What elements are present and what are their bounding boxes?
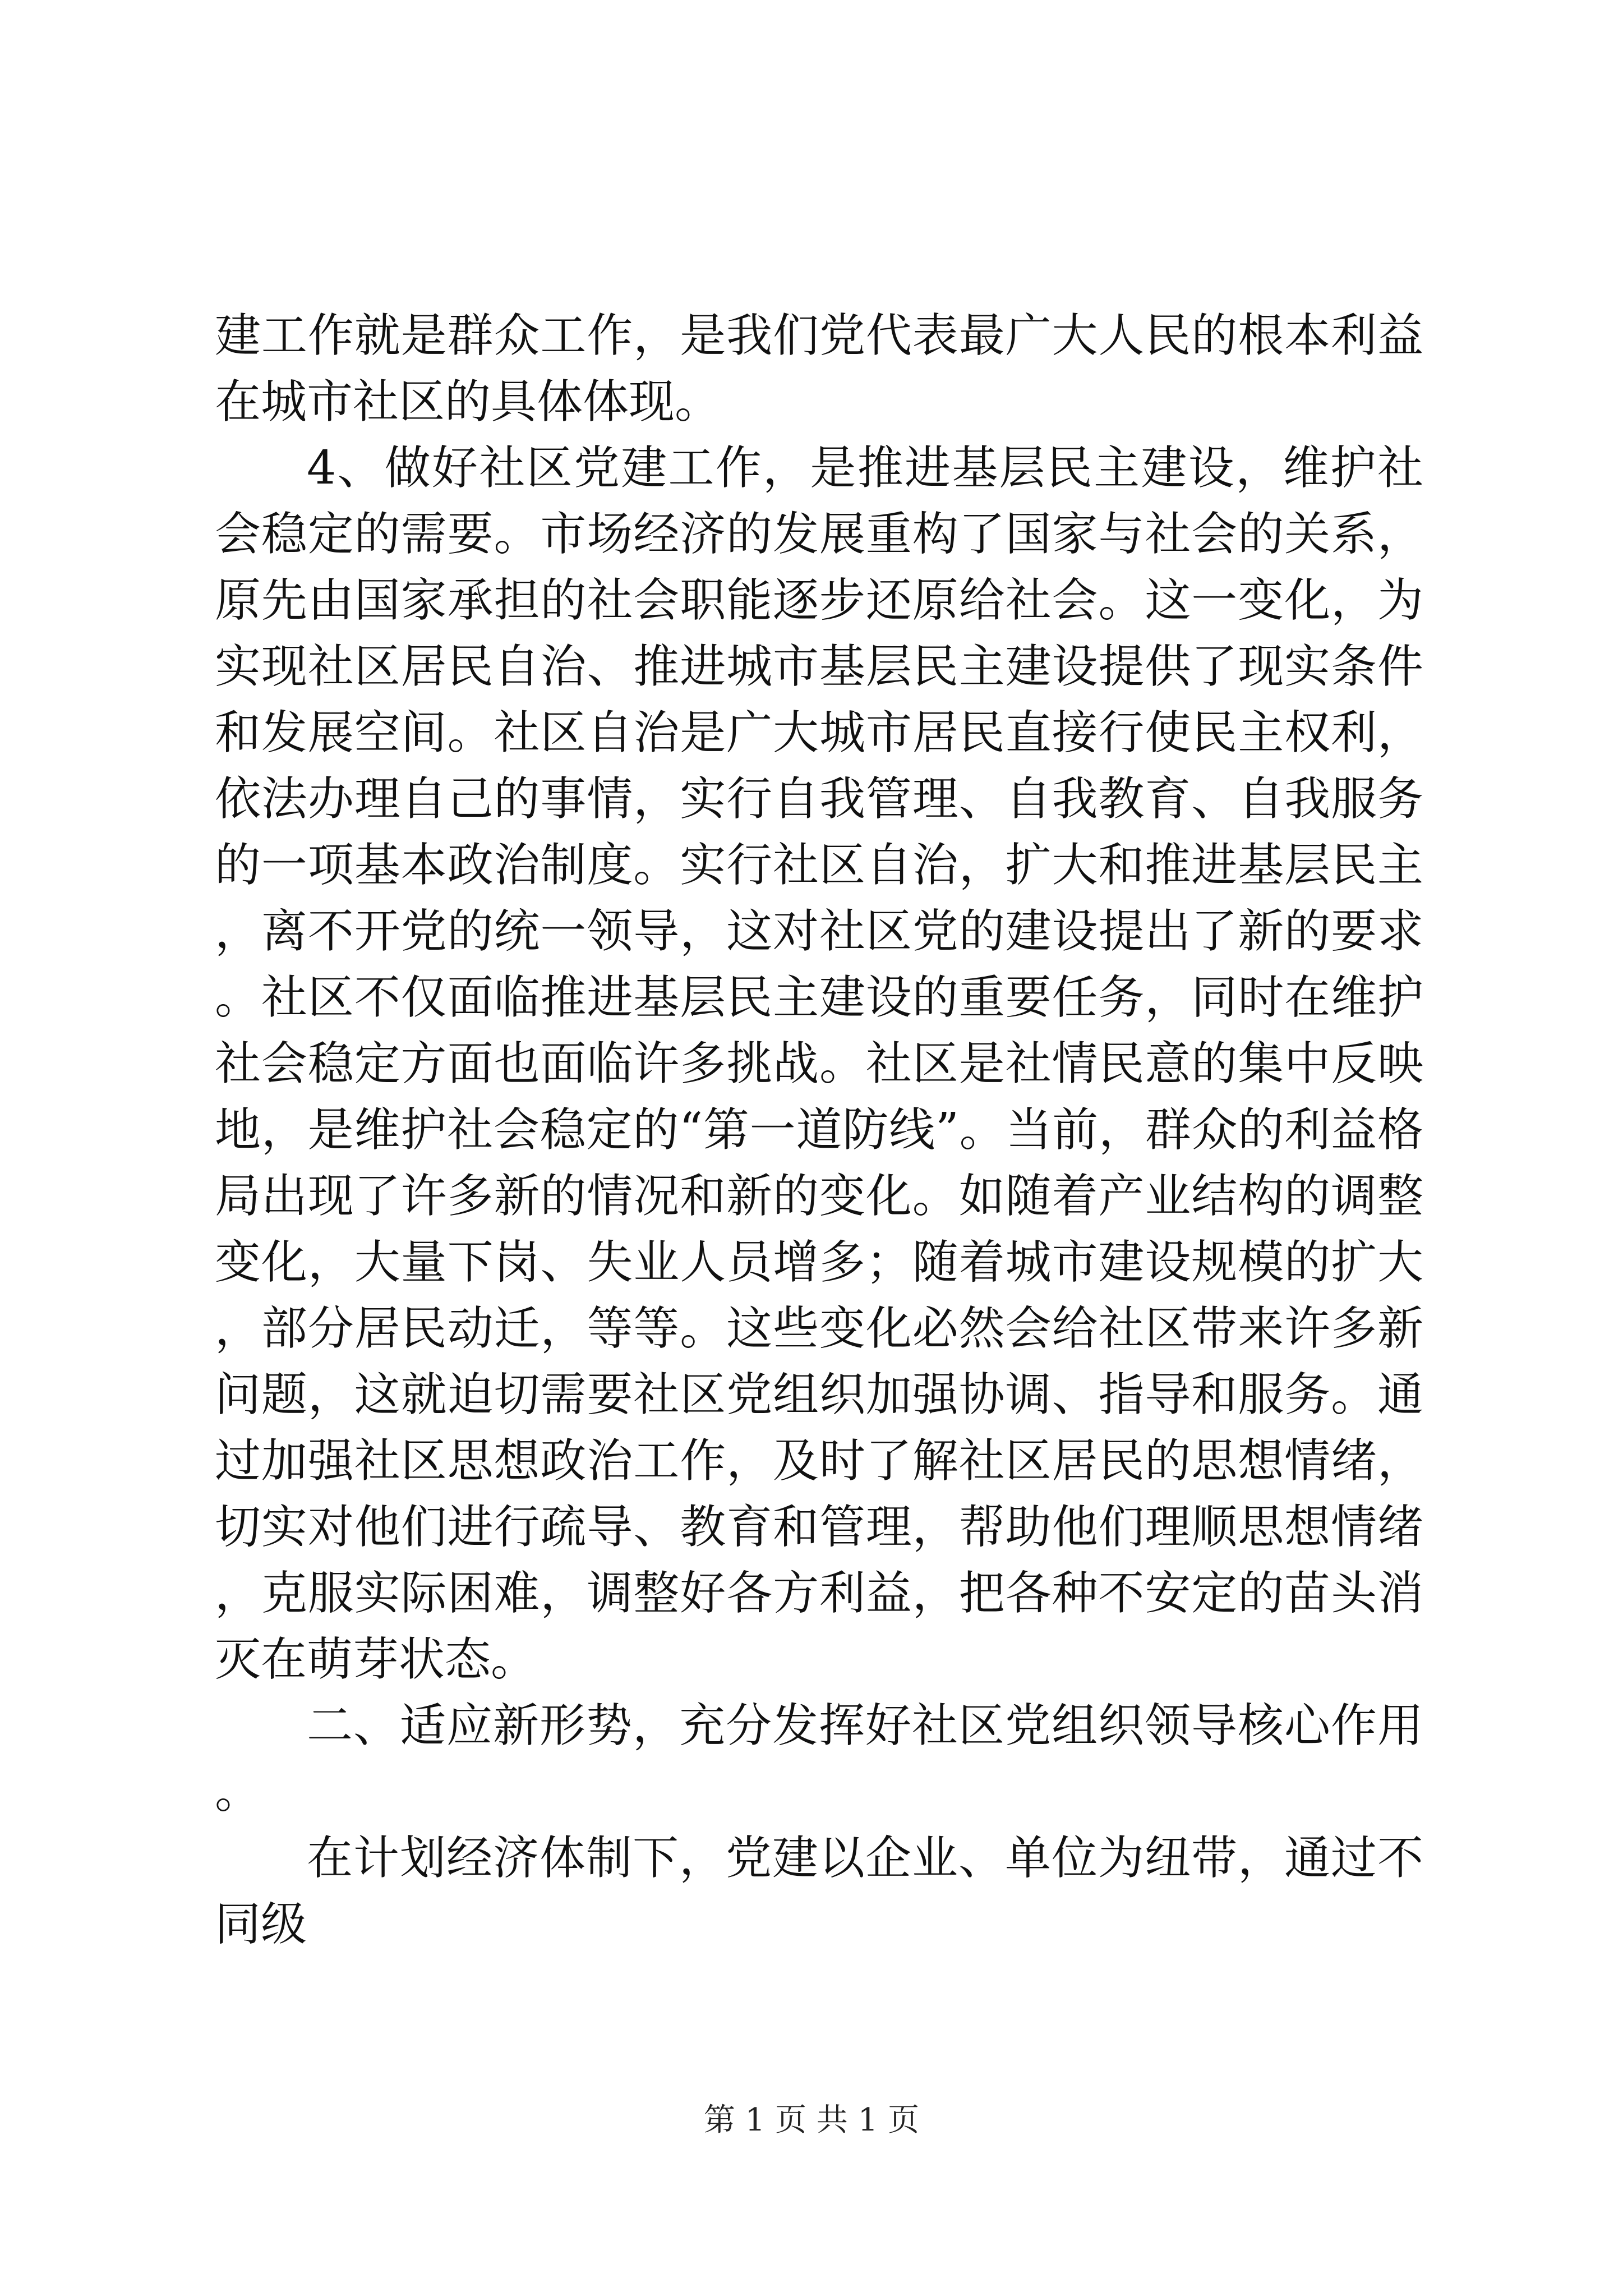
body-text — [215, 303, 1423, 1958]
page-footer: 第 1 页 共 1 页 — [703, 2102, 920, 2138]
section-heading: 二、适应新形势，充分发挥好社区党组织领导核心作用。 — [215, 1699, 1423, 1819]
paragraph-1: 建工作就是群众工作，是我们党代表最广大人民的根本利益在城市社区的具体体现。 — [215, 309, 1423, 429]
paragraph-2: 4、做好社区党建工作，是推进基层民主建设，维护社会稳定的需要。市场经济的发展重构了国家与社会的关系，原先由国家承担的社会职能逐步还原给社会。这一变化，为实现社区居民自治、推进城市基层民主建设提供了现实条件和发展空间。社区自治是广大城市居民直接行使民主权利，依法办理自己的事情，实行自我管理、自我教育、自我服务的一项基本政治制度。实行社区自治，扩大和推进基层民主，离不开党的统一领导，这对社区党的建设提出了新的要求。社区不仅面临推进基层民主建设的重要任务，同时在维护社会稳定方面也面临许多挑战。社区是社情民意的集中反映地，是维护社会稳定的“第一道防线”。当前，群众的利益格局出现了许多新的情况和新的变化。如随着产业结构的调整变化，大量下岗、失业人员增多；随着城市建设规模的扩大，部分居民动迁，等等。这些变化必然会给社区带来许多新问题，这就迫切需要社区党组织加强协调、指导和服务。通过加强社区思想政治工作，及时了解社区居民的思想情绪，切实对他们进行疏导、教育和管理，帮助他们理顺思想情绪，克服实际困难，调整好各方利益，把各种不安定的苗头消灭在萌芽状态。 — [215, 441, 1423, 1686]
paragraph-3: 在计划经济体制下，党建以企业、单位为纽带，通过不同级 — [215, 1832, 1423, 1951]
